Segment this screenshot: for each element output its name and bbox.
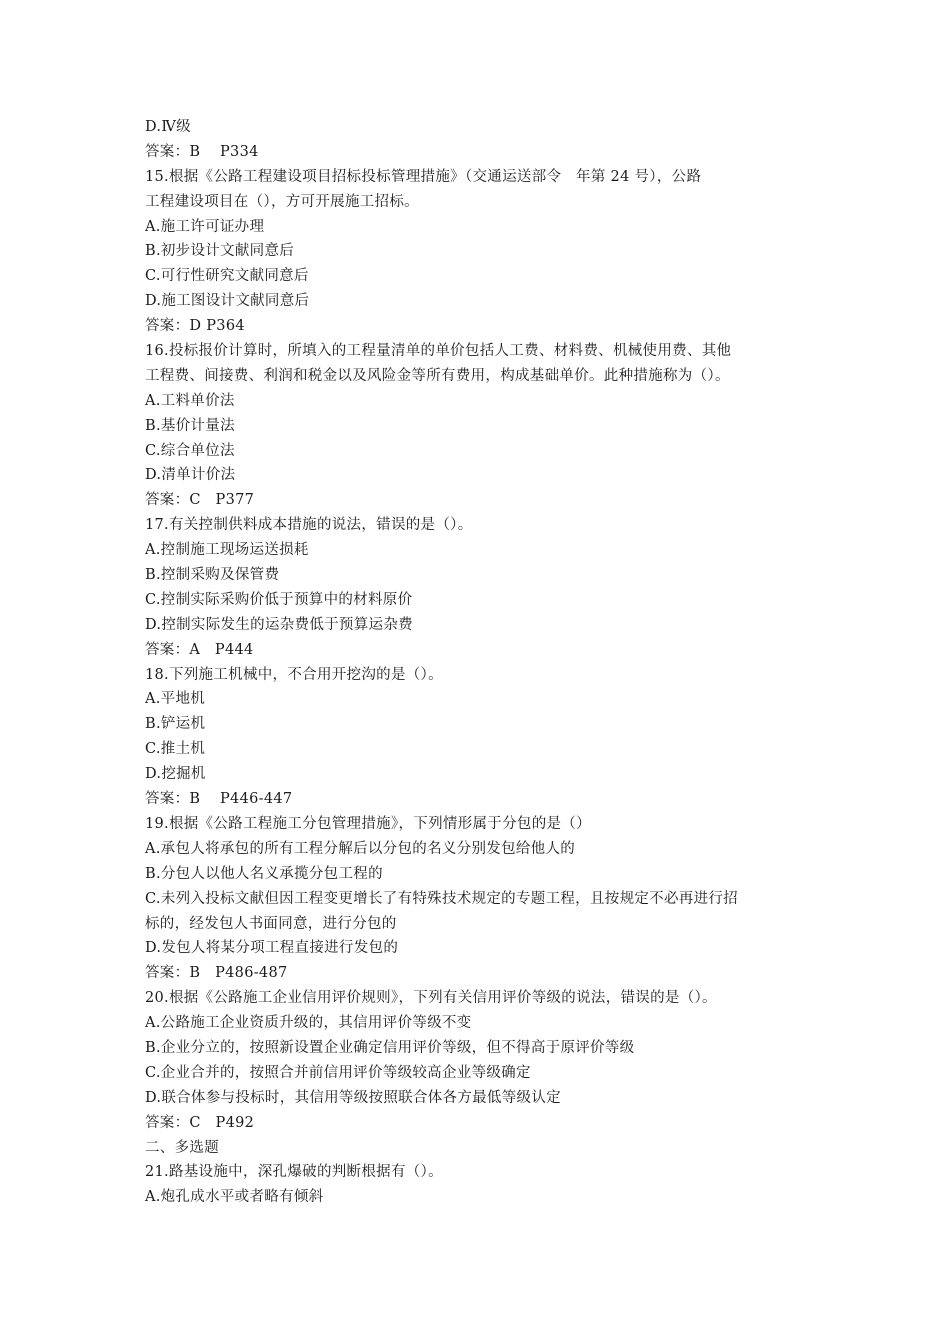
option-line: B.铲运机 — [145, 716, 206, 733]
option-line: C.企业合并的，按照合并前信用评价等级较高企业等级确定 — [145, 1064, 531, 1081]
option-line: 标的，经发包人书面同意，进行分包的 — [145, 915, 397, 932]
option-line: D.清单计价法 — [145, 467, 236, 484]
option-line: A.平地机 — [145, 691, 206, 708]
answer-line: 答案：B P486-487 — [145, 965, 288, 982]
option-line: D.挖掘机 — [145, 766, 206, 783]
option-line: C.控制实际采购价低于预算中的材料原价 — [145, 591, 413, 608]
answer-line: 答案：B P446-447 — [145, 791, 293, 808]
option-line: A.炮孔成水平或者略有倾斜 — [145, 1189, 324, 1206]
option-line: C.可行性研究文献同意后 — [145, 268, 309, 285]
option-line: D.联合体参与投标时，其信用等级按照联合体各方最低等级认定 — [145, 1089, 561, 1106]
option-line: B.分包人以他人名义承揽分包工程的 — [145, 865, 383, 882]
question-line: 工程建设项目在（），方可开展施工招标。 — [145, 193, 419, 210]
document-page — [145, 115, 825, 1210]
question-line: 工程费、间接费、利润和税金以及风险金等所有费用，构成基础单价。此种措施称为（）。 — [145, 367, 730, 384]
question-line: 16.投标报价计算时，所填入的工程量清单的单价包括人工费、材料费、机械使用费、其他 — [145, 343, 732, 360]
answer-line: 答案：D P364 — [145, 318, 245, 335]
option-line: A.工料单价法 — [145, 392, 235, 409]
option-line: B.初步设计文献同意后 — [145, 243, 295, 260]
question-line: 17.有关控制供料成本措施的说法，错误的是（）。 — [145, 517, 473, 534]
option-line: D.施工图设计文献同意后 — [145, 293, 310, 310]
section-heading: 二、多选题 — [145, 1139, 219, 1156]
question-line: 19.根据《公路工程施工分包管理措施》，下列情形属于分包的是（） — [145, 815, 591, 832]
option-line: D.发包人将某分项工程直接进行发包的 — [145, 940, 399, 957]
option-line: A.控制施工现场运送损耗 — [145, 542, 309, 559]
option-line: C.推土机 — [145, 741, 206, 758]
option-line: C.综合单位法 — [145, 442, 235, 459]
question-line: 15.根据《公路工程建设项目招标投标管理措施》（交通运送部令 年第 24 号），公路 — [145, 168, 702, 185]
option-line: A.公路施工企业资质升级的，其信用评价等级不变 — [145, 1015, 472, 1032]
option-line: A.承包人将承包的所有工程分解后以分包的名义分别发包给他人的 — [145, 840, 576, 857]
question-line: 20.根据《公路施工企业信用评价规则》，下列有关信用评价等级的说法，错误的是（）。 — [145, 990, 717, 1007]
answer-line: 答案：C P377 — [145, 492, 255, 509]
answer-line: 答案：A P444 — [145, 641, 254, 658]
answer-line: 答案：B P334 — [145, 143, 259, 160]
option-line: B.控制采购及保管费 — [145, 567, 280, 584]
question-line: 18.下列施工机械中，不合用开挖沟的是（）。 — [145, 666, 443, 683]
text-line: D.Ⅳ级 — [145, 119, 191, 135]
option-line: B.基价计量法 — [145, 417, 235, 434]
option-line: A.施工许可证办理 — [145, 218, 265, 235]
option-line: C.未列入投标文献但因工程变更增长了有特殊技术规定的专题工程，且按规定不必再进行招 — [145, 890, 738, 907]
answer-line: 答案：C P492 — [145, 1114, 255, 1131]
option-line: D.控制实际发生的运杂费低于预算运杂费 — [145, 616, 413, 633]
question-line: 21.路基设施中，深孔爆破的判断根据有（）。 — [145, 1164, 443, 1181]
option-line: B.企业分立的，按照新设置企业确定信用评价等级，但不得高于原评价等级 — [145, 1039, 635, 1056]
